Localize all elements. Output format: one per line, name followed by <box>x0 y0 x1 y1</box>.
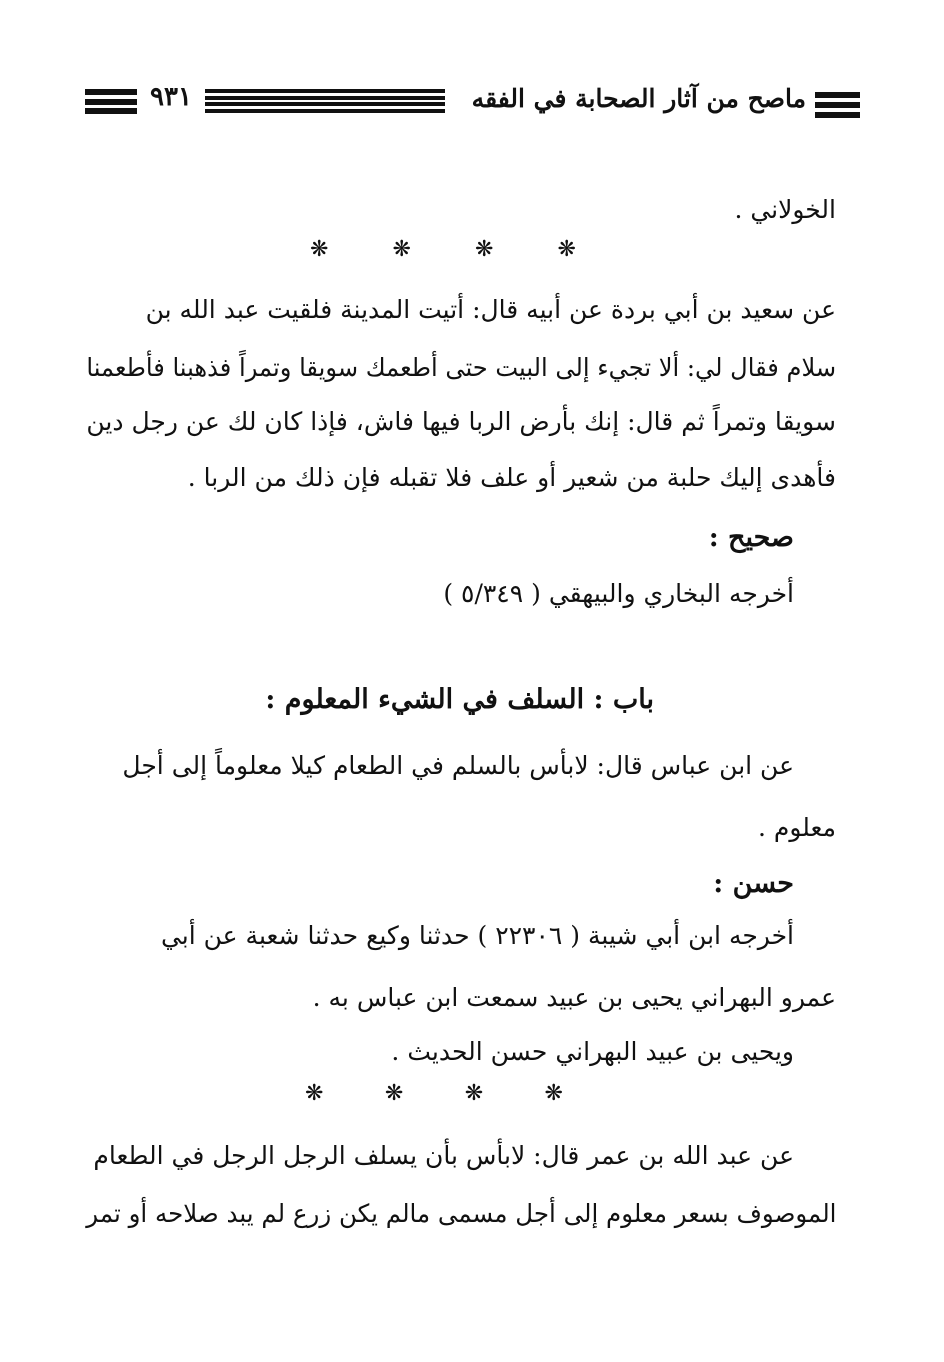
text-line: معلوم . <box>757 813 836 842</box>
text-line: عن عبد الله بن عمر قال: لابأس بأن يسلف الرجل الرجل في الطعام <box>93 1141 794 1170</box>
text-line: فأهدى إليك حلبة من شعير أو علف فلا تقبله فإن ذلك من الربا . <box>187 463 836 492</box>
ornament-star-icon: ❋ <box>464 1081 484 1106</box>
ornament-star-icon: ❋ <box>384 1081 404 1106</box>
text-line: عن سعيد بن أبي بردة عن أبيه قال: أتيت المدينة فلقيت عبد الله بن <box>145 295 836 324</box>
text-line: عن ابن عباس قال: لابأس بالسلم في الطعام كيلا معلوماً إلى أجل <box>122 751 794 780</box>
ornament-star-icon: ❋ <box>544 1081 563 1106</box>
running-title: ماصح من آثار الصحابة في الفقه <box>471 84 806 113</box>
text-line: سويقا وتمراً ثم قال: إنك بأرض الربا فيها فاش، فإذا كان لك عن رجل دين <box>86 407 836 436</box>
header-rule-left <box>85 89 137 114</box>
ornament-star-icon: ❋ <box>392 237 411 262</box>
page-header <box>85 80 860 126</box>
section-divider <box>305 1082 563 1106</box>
text-line: الخولاني . <box>734 195 836 224</box>
section-divider <box>310 238 576 262</box>
ornament-star-icon: ❋ <box>475 237 494 262</box>
ornament-star-icon: ❋ <box>310 237 329 262</box>
text-line: سلام فقال لي: ألا تجيء إلى البيت حتى أطعمك سويقا وتمراً فذهبنا فأطعمنا <box>86 353 836 382</box>
grade-heading: صحيح : <box>708 522 794 553</box>
chapter-heading: باب : السلف في الشيء المعلوم : <box>265 684 654 715</box>
grade-heading: حسن : <box>713 868 794 899</box>
text-line: أخرجه البخاري والبيهقي ( ٥/٣٤٩ ) <box>443 579 794 608</box>
header-rule-right <box>815 92 860 118</box>
page-number: ٩٣١ <box>150 82 192 112</box>
ornament-star-icon: ❋ <box>557 237 576 262</box>
ornament-star-icon: ❋ <box>305 1081 324 1106</box>
text-line: عمرو البهراني يحيى بن عبيد سمعت ابن عباس به . <box>312 983 836 1012</box>
text-line: الموصوف بسعر معلوم إلى أجل مسمى مالم يكن زرع لم يبد صلاحه أو تمر <box>85 1199 836 1228</box>
text-line: ويحيى بن عبيد البهراني حسن الحديث . <box>391 1037 794 1066</box>
text-line: أخرجه ابن أبي شيبة ( ٢٢٣٠٦ ) حدثنا وكيع حدثنا شعبة عن أبي <box>160 921 794 950</box>
